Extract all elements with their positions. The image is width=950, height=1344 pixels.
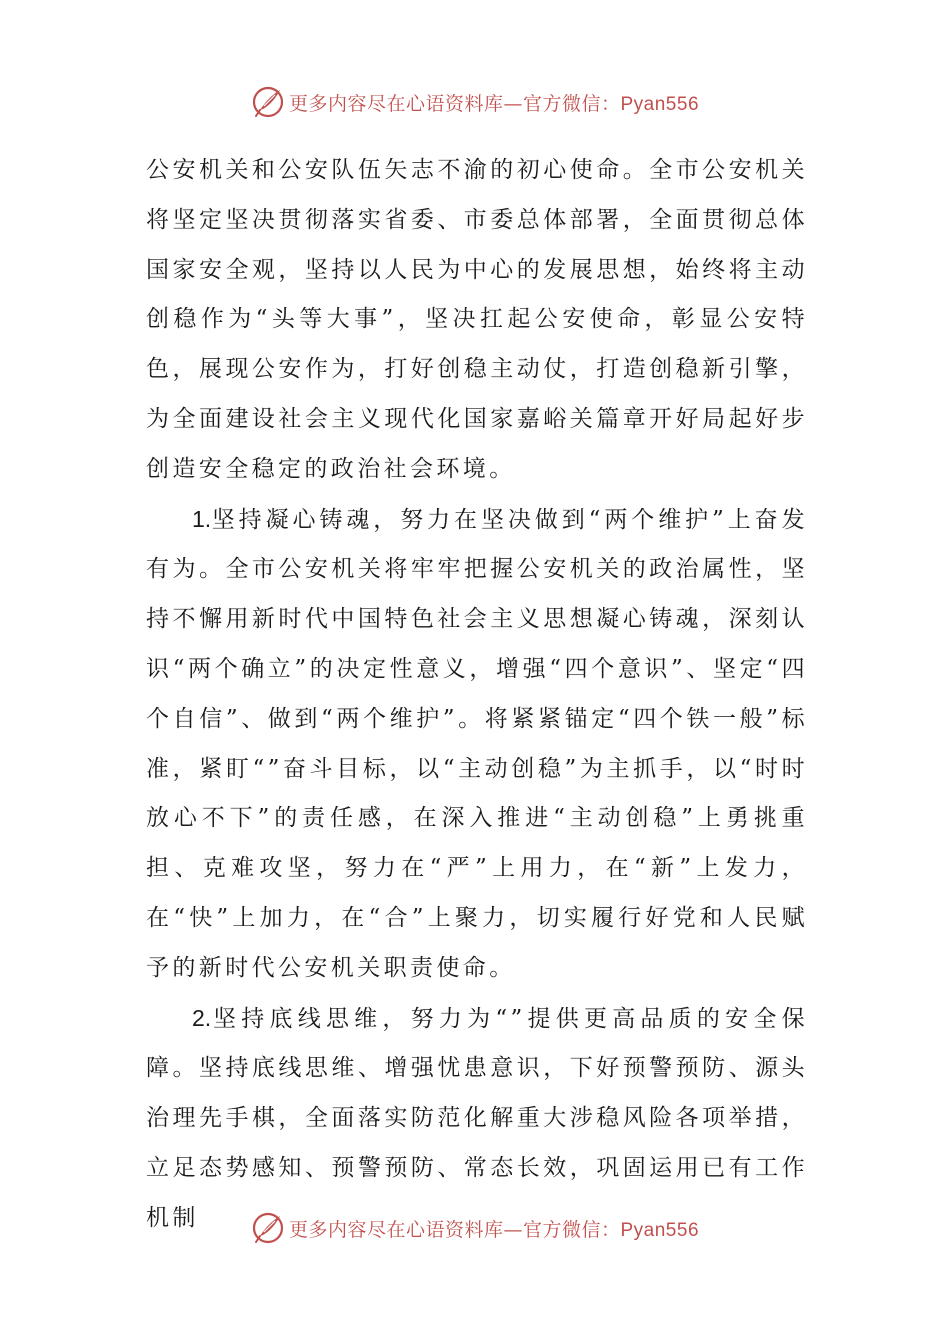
paragraph-1: 1.坚持凝心铸魂，努力在坚决做到“两个维护”上奋发有为。全市公安机关将牢牢把握公安机关的政治属性，坚持不懈用新时代中国特色社会主义思想凝心铸魂，深刻认识“两个确立”的决定性意义，增强“四个意识”、坚定“四个自信”、做到“两个维护”。将紧紧锚定“四个铁一般”标准，紧盯“”奋斗目标，以“主动创稳”为主抓手，以“时时放心不下”的责任感，在深入推进“主动创稳”上勇挑重担、克难攻坚，努力在“严”上用力，在“新”上发力，在“快”上加力，在“合”上聚力，切实履行好党和人民赋予的新时代公安机关职责使命。 — [146, 505, 808, 981]
paragraph-number: 2. — [192, 1004, 212, 1031]
quill-pen-icon — [251, 85, 285, 119]
banner-text: 更多内容尽在心语资料库—官方微信：Pyan556 — [288, 1218, 700, 1241]
wechat-id: Pyan556 — [620, 1219, 700, 1241]
document-body — [146, 146, 808, 1244]
wechat-id: Pyan556 — [620, 93, 700, 115]
paragraph-intro: 公安机关和公安队伍矢志不渝的初心使命。全市公安机关将坚定坚决贯彻落实省委、市委总体部署，全面贯彻总体国家安全观，坚持以人民为中心的发展思想，始终将主动创稳作为“头等大事”，坚决扛起公安使命，彰显公安特色，展现公安作为，打好创稳主动仗，打造创稳新引擎，为全面建设社会主义现代化国家嘉峪关篇章开好局起好步创造安全稳定的政治社会环境。 — [146, 157, 808, 482]
quill-pen-icon — [251, 1211, 285, 1245]
header-banner — [0, 82, 950, 122]
paragraph-number: 1. — [192, 505, 212, 532]
banner-text: 更多内容尽在心语资料库—官方微信：Pyan556 — [288, 92, 700, 115]
footer-banner — [0, 1208, 950, 1248]
paragraph-2: 2.坚持底线思维，努力为“”提供更高品质的安全保障。坚持底线思维、增强忧患意识，下好预警预防、源头治理先手棋，全面落实防范化解重大涉稳风险各项举措，立足态势感知、预警预防、常态长效，巩固运用已有工作机制 — [146, 1004, 808, 1231]
